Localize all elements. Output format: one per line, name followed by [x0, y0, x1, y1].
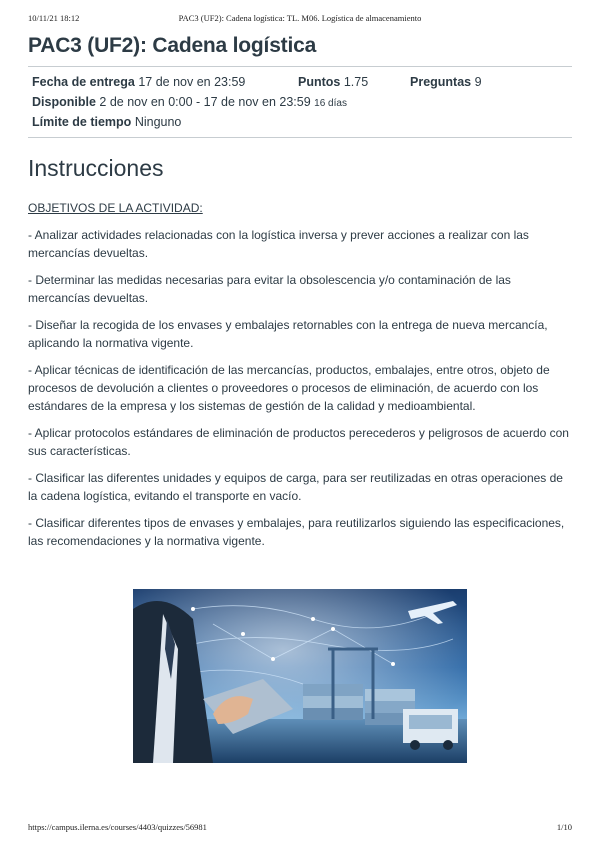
points-value: 1.75 — [343, 75, 369, 89]
objectives-title: OBJETIVOS DE LA ACTIVIDAD: — [28, 201, 203, 215]
logistics-illustration-graphic — [133, 589, 467, 763]
print-datetime: 10/11/21 18:12 — [28, 13, 80, 23]
questions-label: Preguntas — [410, 75, 472, 89]
objective-item: - Aplicar protocolos estándares de eliminación de productos perecederos y peligrosos de acuerdo con sus características. — [28, 426, 569, 458]
objective-item: - Determinar las medidas necesarias para evitar la obsolescencia y/o contaminación de las mercancías devueltas. — [28, 273, 511, 305]
points — [298, 75, 368, 89]
print-page-number: 1/10 — [556, 822, 572, 832]
print-page-title: PAC3 (UF2): Cadena logística: TL. M06. Logística de almacenamiento — [178, 13, 422, 23]
objective-item: - Diseñar la recogida de los envases y embalajes retornables con la entrega de nueva mercancía, aplicando la normativa vigente. — [28, 318, 548, 350]
instructions-body — [28, 199, 573, 559]
instructions-heading: Instrucciones — [28, 155, 164, 181]
logistics-illustration — [133, 589, 467, 763]
questions-value: 9 — [474, 75, 482, 89]
quiz-title: PAC3 (UF2): Cadena logística — [28, 34, 317, 57]
objective-item: - Analizar actividades relacionadas con la logística inversa y prever acciones a realizar con las mercancías devueltas. — [28, 228, 529, 260]
questions — [410, 75, 482, 89]
time-limit-value: Ninguno — [134, 115, 182, 129]
due-label: Fecha de entrega — [32, 75, 135, 89]
print-url: https://campus.ilerna.es/courses/4403/quizzes/56981 — [28, 822, 207, 832]
time-limit — [32, 115, 181, 129]
points-label: Puntos — [298, 75, 341, 89]
divider — [28, 66, 572, 67]
objective-item: - Aplicar técnicas de identificación de las mercancías, productos, embalajes, entre otros, objeto de procesos de devolución a clientes o proveedores o procesos de eliminación, de acuerdo con los estándares de la empresa y los sistemas de gestión de la calidad y medioambiental. — [28, 363, 550, 413]
availability — [32, 95, 347, 109]
print-footer — [28, 822, 572, 834]
due-date — [32, 75, 245, 89]
objective-item: - Clasificar las diferentes unidades y equipos de carga, para ser reutilizadas en otras operaciones de la cadena logística, evitando el transporte en vacío. — [28, 471, 563, 503]
available-label: Disponible — [32, 95, 96, 109]
time-limit-label: Límite de tiempo — [32, 115, 132, 129]
objective-item: - Clasificar diferentes tipos de envases y embalajes, para reutilizarlos siguiendo las especificaciones, las recomendaciones y la normativa vigente. — [28, 516, 565, 548]
available-days: 16 días — [314, 98, 347, 109]
available-value: 2 de nov en 0:00 - 17 de nov en 23:59 — [99, 95, 311, 109]
divider — [28, 137, 572, 138]
due-value: 17 de nov en 23:59 — [138, 75, 246, 89]
print-header — [28, 13, 572, 25]
